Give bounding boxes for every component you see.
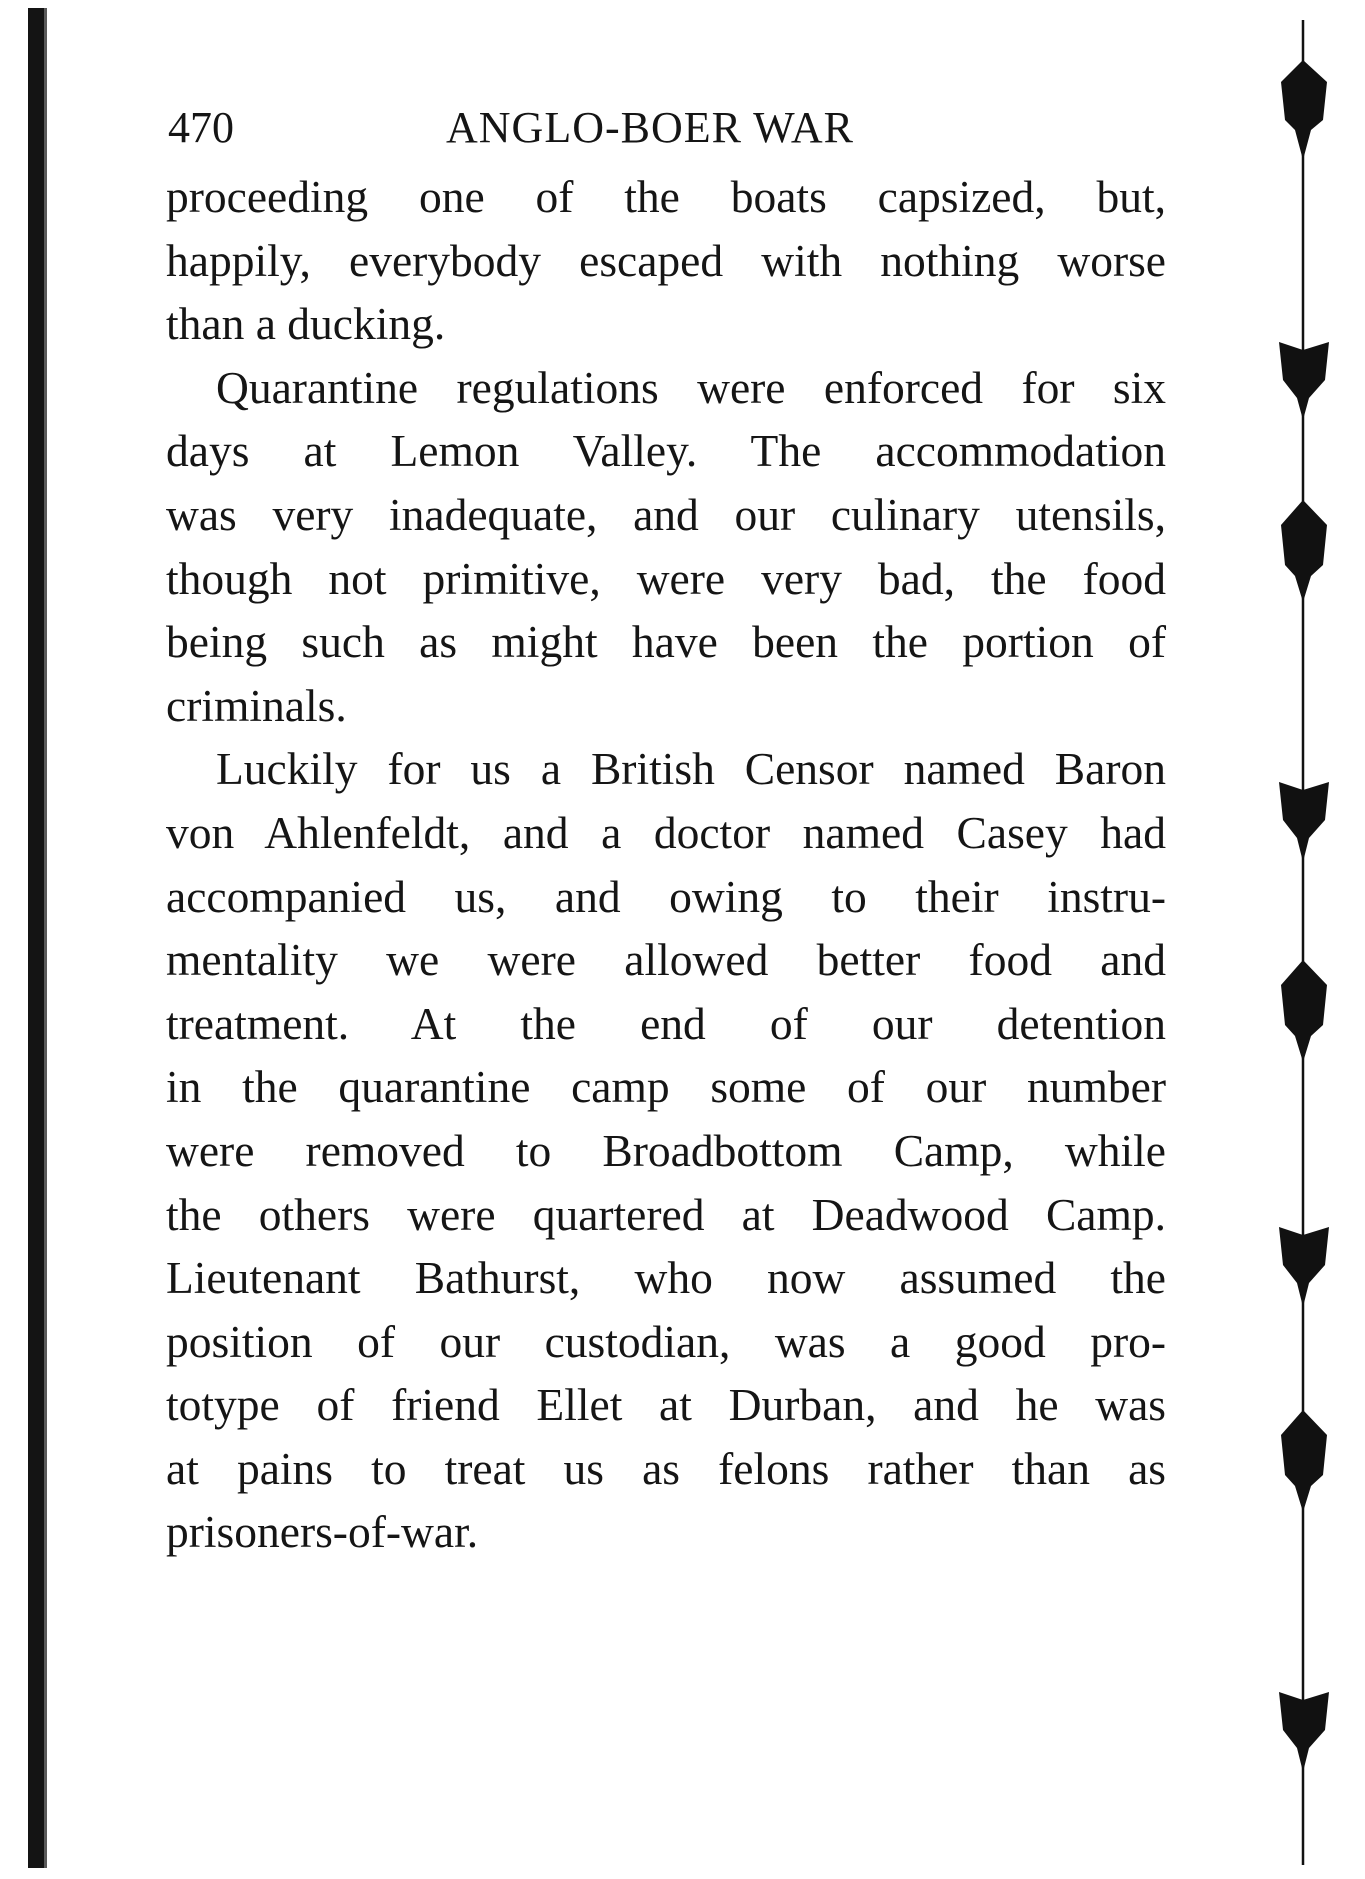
leaf-ornament-icon bbox=[1279, 1227, 1329, 1307]
text-line: position of our custodian, was a good pro- bbox=[166, 1315, 1166, 1367]
leaf-ornament-icon bbox=[1281, 1410, 1327, 1512]
text-line: than a ducking. bbox=[166, 298, 446, 350]
text-line: accompanied us, and owing to their instru- bbox=[166, 870, 1166, 922]
text-line: days at Lemon Valley. The accommodation bbox=[166, 425, 1166, 477]
leaf-ornament-icon bbox=[1279, 1692, 1329, 1772]
text-line: mentality we were allowed better food and bbox=[166, 934, 1166, 986]
page-number: 470 bbox=[168, 103, 234, 152]
leaf-ornament-icon bbox=[1281, 960, 1327, 1062]
text-line: happily, everybody escaped with nothing worse bbox=[166, 234, 1166, 286]
leaf-ornament-icon bbox=[1279, 342, 1329, 420]
page-body-text bbox=[166, 165, 1166, 1564]
text-line: in the quarantine camp some of our number bbox=[166, 1061, 1166, 1113]
text-line: criminals. bbox=[166, 679, 347, 731]
text-line: von Ahlenfeldt, and a doctor named Casey had bbox=[166, 806, 1166, 858]
text-line: Lieutenant Bathurst, who now assumed the bbox=[166, 1252, 1166, 1304]
text-line: totype of friend Ellet at Durban, and he was bbox=[166, 1379, 1166, 1431]
text-line: the others were quartered at Deadwood Camp. bbox=[166, 1188, 1166, 1240]
text-line: treatment. At the end of our detention bbox=[166, 997, 1166, 1049]
running-title: ANGLO-BOER WAR bbox=[446, 103, 854, 152]
text-line: prisoners-of-war. bbox=[166, 1506, 479, 1558]
decorative-leaf-border bbox=[1245, 20, 1345, 1865]
page-header bbox=[168, 98, 1168, 158]
leaf-ornament-icon bbox=[1279, 782, 1329, 862]
text-line: Quarantine regulations were enforced for six bbox=[216, 361, 1166, 413]
leaf-ornament-icon bbox=[1281, 60, 1327, 160]
text-line: at pains to treat us as felons rather than as bbox=[166, 1442, 1166, 1494]
book-spine-shadow bbox=[28, 8, 44, 1868]
text-line: though not primitive, were very bad, the food bbox=[166, 552, 1166, 604]
leaf-ornament-icon bbox=[1281, 500, 1327, 602]
text-line: being such as might have been the portion of bbox=[166, 616, 1166, 668]
book-spine-edge bbox=[44, 8, 47, 1868]
text-line: proceeding one of the boats capsized, but, bbox=[166, 171, 1166, 222]
text-line: was very inadequate, and our culinary utensils, bbox=[166, 488, 1166, 540]
text-line: Luckily for us a British Censor named Baron bbox=[216, 743, 1166, 795]
text-line: were removed to Broadbottom Camp, while bbox=[166, 1124, 1166, 1176]
